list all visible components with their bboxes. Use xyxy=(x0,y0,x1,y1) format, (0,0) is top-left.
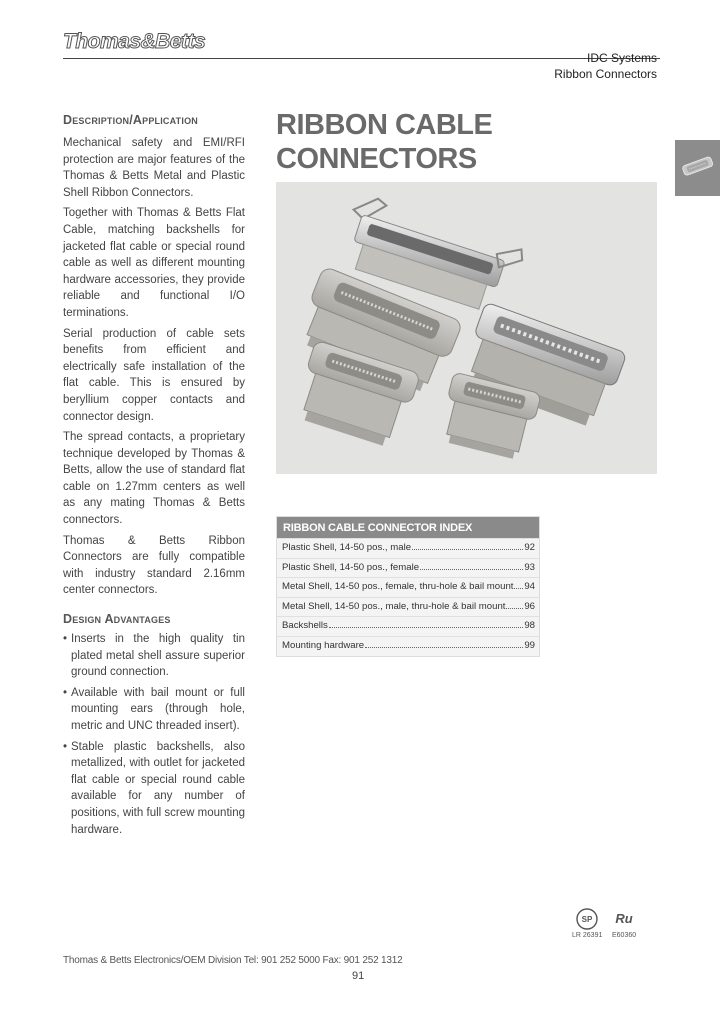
left-column xyxy=(63,113,245,842)
index-row-label: Plastic Shell, 14-50 pos., male xyxy=(282,542,412,553)
description-paragraph: Together with Thomas & Betts Flat Cable, matching backshells for jacketed flat cable or special round cable as well as different mounting hardware accessories, they provide reliable and functional I/O terminations. xyxy=(63,207,245,319)
advantage-text: Stable plastic backshells, also metallized, with outlet for jacketed flat cable or special round cable available for any number of positions, with full screw mounting hardware. xyxy=(71,740,245,836)
index-row-label: Plastic Shell, 14-50 pos., female xyxy=(282,561,420,573)
section-tab xyxy=(675,140,720,196)
index-row-page: 99 xyxy=(524,639,535,651)
ul-certification xyxy=(612,908,636,939)
bullet-icon: • xyxy=(63,740,68,753)
index-heading: RIBBON CABLE CONNECTOR INDEX xyxy=(277,517,539,538)
brand-logo: Thomas&Betts xyxy=(63,30,206,53)
description-paragraph: Thomas & Betts Ribbon Connectors are fully compatible with industry standard 2.16mm center connectors. xyxy=(63,534,245,597)
advantage-text: Inserts in the high quality tin plated metal shell assure superior ground connection. xyxy=(71,633,245,679)
index-row-label: Metal Shell, 14-50 pos., male, thru-hole & bail mount xyxy=(282,600,506,612)
page-title-line1: RIBBON CABLE xyxy=(276,109,493,141)
index-row[interactable] xyxy=(277,577,539,597)
index-row-leader xyxy=(420,561,523,570)
description-paragraph: Mechanical safety and EMI/RFI protection are major features of the Thomas & Betts Metal and Plastic Shell Ribbon Connectors. xyxy=(63,137,245,199)
advantage-item xyxy=(63,631,245,681)
index-row[interactable] xyxy=(277,636,539,656)
description-heading: Description/Application xyxy=(63,113,198,127)
index-row-label: Metal Shell, 14-50 pos., female, thru-hole & bail mount xyxy=(282,581,514,593)
footer-contact: Thomas & Betts Electronics/OEM Division Tel: 901 252 5000 Fax: 901 252 1312 xyxy=(63,955,403,966)
advantage-item xyxy=(63,739,245,839)
csa-mark-icon xyxy=(575,908,599,930)
section-header-line2: Ribbon Connectors xyxy=(554,67,657,81)
svg-text:Ru: Ru xyxy=(615,911,633,926)
index-row-leader xyxy=(329,619,523,628)
page-title-line2: CONNECTORS xyxy=(276,143,477,175)
bullet-icon: • xyxy=(63,633,68,646)
description-paragraph: Serial production of cable sets benefits from efficient and electrically safe installation of the flat cable. This is ensured by beryllium copper contacts and connector design. xyxy=(63,327,245,423)
connector-tab-icon xyxy=(679,152,717,182)
index-row-label: Backshells xyxy=(282,620,328,632)
advantage-item xyxy=(63,685,245,735)
csa-certification xyxy=(572,908,602,939)
ul-code: E60360 xyxy=(612,932,637,939)
index-row-leader xyxy=(365,639,523,648)
svg-text:SP: SP xyxy=(581,915,593,924)
index-row[interactable] xyxy=(277,558,539,578)
connectors-illustration xyxy=(276,182,657,474)
index-row-page: 94 xyxy=(524,581,535,593)
index-row-label: Mounting hardware xyxy=(282,639,365,651)
index-row[interactable] xyxy=(277,616,539,636)
product-photo xyxy=(276,182,657,474)
csa-code: LR 26391 xyxy=(572,932,603,939)
index-row-page: 98 xyxy=(524,620,535,632)
index-row-page: 93 xyxy=(524,561,535,573)
advantage-text: Available with bail mount or full mounting ears (through hole, metric and UNC threaded insert). xyxy=(71,686,245,732)
page-title xyxy=(276,108,492,176)
bullet-icon: • xyxy=(63,686,68,699)
ul-mark-icon xyxy=(612,908,636,930)
index-row-leader xyxy=(506,600,523,609)
index-row[interactable] xyxy=(277,597,539,617)
index-row[interactable] xyxy=(277,538,539,558)
advantages-heading: Design Advantages xyxy=(63,612,171,627)
index-row-leader xyxy=(412,541,523,550)
index-row-page: 96 xyxy=(524,600,535,612)
section-header-line1: IDC Systems xyxy=(586,51,657,65)
connector-index-table xyxy=(276,516,540,657)
index-row-page: 92 xyxy=(524,542,535,553)
page-number: 91 xyxy=(352,970,365,982)
description-paragraph: The spread contacts, a proprietary technique developed by Thomas & Betts, allow the use of standard flat cable on 1.27mm centers as well as any mating Thomas & Betts connectors. xyxy=(63,431,245,527)
index-row-leader xyxy=(514,580,523,589)
section-header xyxy=(554,50,657,82)
